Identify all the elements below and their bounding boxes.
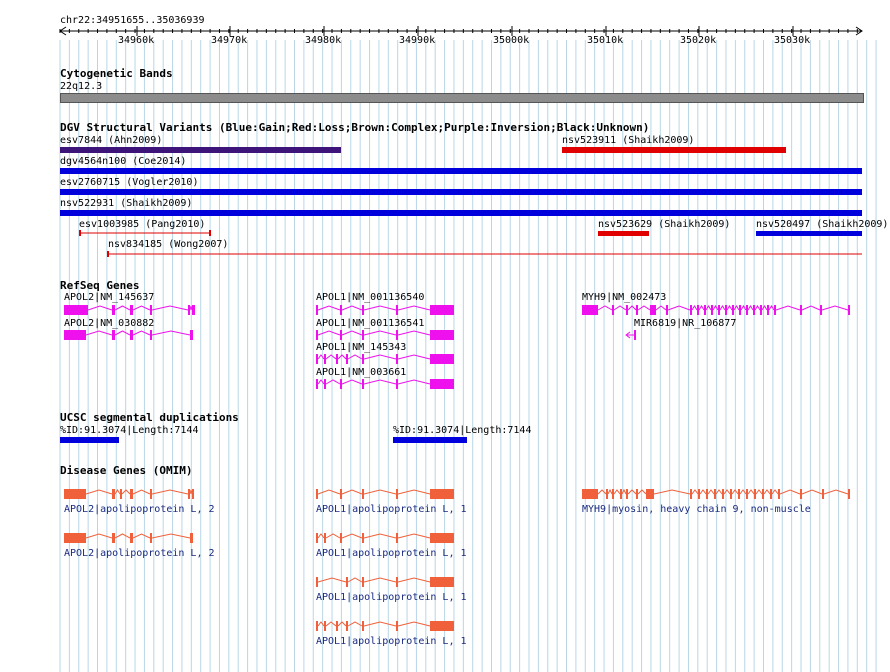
ruler-tick-label: 34960k: [118, 35, 155, 46]
dgv-loss-range[interactable]: [0, 249, 890, 259]
segdup-bar[interactable]: [393, 437, 467, 443]
omim-gene-label: APOL1|apolipoprotein L, 1: [316, 548, 467, 559]
segdup-label: %ID:91.3074|Length:7144: [393, 425, 532, 436]
ruler-tick-label: 35000k: [493, 35, 530, 46]
dgv-feature-label: nsv522931 (Shaikh2009): [60, 198, 193, 209]
segdup-track-title: UCSC segmental duplications: [60, 411, 239, 424]
dgv-feature-label: nsv834185 (Wong2007): [108, 239, 229, 250]
ruler-tick-label: 35030k: [774, 35, 811, 46]
ruler-tick-label: 35020k: [680, 35, 717, 46]
cytoband-track-title: Cytogenetic Bands: [60, 67, 173, 80]
ruler-tick-label: 34980k: [305, 35, 342, 46]
cytoband-label: 22q12.3: [60, 81, 103, 92]
segdup-bar[interactable]: [60, 437, 119, 443]
refseq-gene-label: APOL1|NM_145343: [316, 342, 407, 353]
dgv-feature-label: dgv4564n100 (Coe2014): [60, 156, 187, 167]
refseq-track-title: RefSeq Genes: [60, 279, 140, 292]
omim-gene-model[interactable]: [0, 574, 890, 590]
refseq-gene-label: MIR6819|NR_106877: [634, 318, 737, 329]
refseq-gene-model[interactable]: [0, 302, 890, 318]
omim-gene-model[interactable]: [0, 618, 890, 634]
dgv-inversion-bar[interactable]: [60, 147, 341, 153]
refseq-gene-label: MYH9|NM_002473: [582, 292, 667, 303]
dgv-loss-bar[interactable]: [562, 147, 786, 153]
dgv-loss-bar[interactable]: [598, 231, 649, 236]
dgv-feature-label: esv2760715 (Vogler2010): [60, 177, 199, 188]
refseq-gene-model[interactable]: [0, 376, 890, 392]
omim-gene-model[interactable]: [0, 486, 890, 502]
mirna-gene-model[interactable]: [0, 329, 890, 341]
refseq-gene-label: APOL1|NM_003661: [316, 367, 407, 378]
region-label: chr22:34951655..35036939: [60, 15, 205, 26]
omim-gene-label: APOL2|apolipoprotein L, 2: [64, 548, 215, 559]
dgv-gain-bar[interactable]: [60, 210, 862, 216]
dgv-gain-bar[interactable]: [60, 189, 862, 195]
ruler-tick-label: 34970k: [211, 35, 248, 46]
segdup-label: %ID:91.3074|Length:7144: [60, 425, 199, 436]
omim-gene-label: APOL1|apolipoprotein L, 1: [316, 636, 467, 647]
dgv-gain-bar[interactable]: [60, 168, 862, 174]
cytoband-bar[interactable]: [60, 93, 864, 103]
refseq-gene-model[interactable]: [0, 351, 890, 367]
omim-gene-label: APOL2|apolipoprotein L, 2: [64, 504, 215, 515]
omim-gene-label: MYH9|myosin, heavy chain 9, non-muscle: [582, 504, 811, 515]
dgv-feature-label: esv1003985 (Pang2010): [79, 219, 206, 230]
omim-gene-model[interactable]: [0, 530, 890, 546]
refseq-gene-label: APOL2|NM_030882: [64, 318, 155, 329]
dgv-feature-label: nsv520497 (Shaikh2009): [756, 219, 889, 230]
ruler-tick-label: 35010k: [587, 35, 624, 46]
dgv-feature-label: esv7844 (Ahn2009): [60, 135, 163, 146]
omim-gene-label: APOL1|apolipoprotein L, 1: [316, 592, 467, 603]
dgv-feature-label: nsv523629 (Shaikh2009): [598, 219, 731, 230]
omim-track-title: Disease Genes (OMIM): [60, 464, 193, 477]
dgv-gain-bar[interactable]: [756, 231, 862, 236]
refseq-gene-label: APOL1|NM_001136541: [316, 318, 425, 329]
dgv-feature-label: nsv523911 (Shaikh2009): [562, 135, 695, 146]
refseq-gene-label: APOL2|NM_145637: [64, 292, 155, 303]
ruler-tick-label: 34990k: [399, 35, 436, 46]
refseq-gene-label: APOL1|NM_001136540: [316, 292, 425, 303]
dgv-track-title: DGV Structural Variants (Blue:Gain;Red:Loss;Brown:Complex;Purple:Inversion;Black:Unknown): [60, 121, 650, 134]
omim-gene-label: APOL1|apolipoprotein L, 1: [316, 504, 467, 515]
